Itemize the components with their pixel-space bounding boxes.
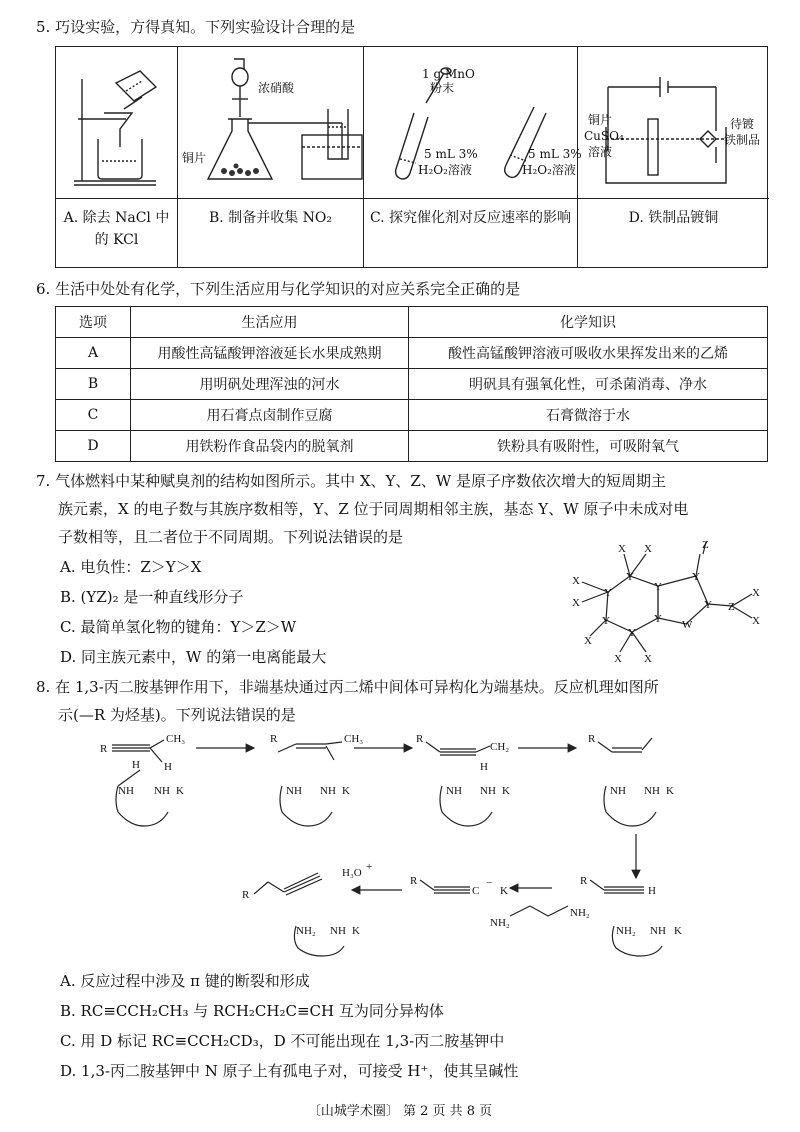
b-copper-label: 铜片 (182, 151, 207, 165)
header-life-application: 生活应用 (131, 307, 409, 338)
table-cell: 用酸性高锰酸钾溶液延长水果成熟期 (131, 338, 409, 369)
atom-w: W (682, 619, 693, 631)
table-cell: C (56, 400, 131, 431)
atom-x: X (584, 635, 592, 647)
table-cell: 明矾具有强氧化性，可杀菌消毒、净水 (409, 369, 768, 400)
table-cell: 用明矾处理浑浊的河水 (131, 369, 409, 400)
mech-nh: NH (330, 925, 346, 937)
b-acid-label: 浓硝酸 (258, 81, 295, 95)
atom-x: X (572, 597, 580, 609)
atom-y: Y (654, 613, 662, 625)
mech-k: K (500, 885, 508, 897)
q8-mechanism-diagram (90, 730, 710, 962)
header-chemistry-knowledge: 化学知识 (409, 307, 768, 338)
d-cuso4-label: CuSO₄ (584, 129, 624, 143)
mech-nh2: NH₂ (490, 917, 510, 929)
table-cell: 石膏微溶于水 (409, 400, 768, 431)
atom-x: X (618, 543, 626, 555)
q7-option-b: B. (YZ)₂ 是一种直线形分子 (60, 588, 244, 606)
mech-h3o: H₃O (342, 867, 362, 879)
mech-h: H (164, 761, 172, 773)
q6-stem: 6. 生活中处处有化学，下列生活应用与化学知识的对应关系完全正确的是 (36, 280, 521, 298)
mech-nh: NH (320, 785, 336, 797)
mech-nh2: NH₂ (570, 907, 590, 919)
atom-x: X (614, 653, 622, 665)
atom-y: Y (626, 571, 634, 583)
q5-cell-c (364, 47, 582, 267)
atom-z: Z (702, 540, 709, 551)
q5-option-c: C. 探究催化剂对反应速率的影响 (369, 210, 572, 226)
q8-stem-line-1: 8. 在 1,3-丙二胺基钾作用下，非端基炔通过丙二烯中间体可异构化为端基炔。反应机理如图所 (36, 678, 659, 696)
mech-c: C (472, 885, 480, 897)
mech-nh: NH (650, 925, 666, 937)
mech-k: K (502, 785, 510, 797)
q5-figure-d (578, 47, 769, 199)
q6-table (55, 306, 768, 462)
atom-x: X (644, 653, 652, 665)
mech-ch3: CH₃ (166, 733, 186, 745)
mech-nh: NH (480, 785, 496, 797)
mech-minus: − (486, 877, 493, 889)
q5-stem: 5. 巧设实验，方得真知。下列实验设计合理的是 (36, 18, 356, 36)
c-tube1-solution-label: H₂O₂溶液 (418, 163, 472, 177)
table-cell: B (56, 369, 131, 400)
mech-nh: NH (644, 785, 660, 797)
mech-k: K (674, 925, 682, 937)
q5-experiment-table (55, 46, 768, 268)
mech-nh2: NH₂ (296, 925, 316, 937)
mech-k: K (666, 785, 674, 797)
mech-r: R (242, 889, 250, 901)
q7-structure-diagram (560, 540, 770, 670)
mech-r: R (580, 875, 588, 887)
atom-y: Y (704, 599, 712, 611)
mech-nh2: NH₂ (616, 925, 636, 937)
atom-x: X (752, 615, 760, 627)
table-header-row (56, 307, 768, 338)
mech-r: R (588, 733, 596, 745)
q8-option-c: C. 用 D 标记 RC≡CCH₂CD₃，D 不可能出现在 1,3-丙二胺基钾中 (60, 1032, 505, 1050)
mech-k: K (352, 925, 360, 937)
q5-option-a: A. 除去 NaCl 中的 KCl (63, 210, 170, 248)
c-powder-label: 粉末 (430, 81, 455, 95)
table-row (56, 400, 768, 431)
table-cell: 用石膏点卤制作豆腐 (131, 400, 409, 431)
mech-h: H (648, 885, 656, 897)
q5-figure-a (56, 47, 177, 199)
page-footer: 〔山城学术圈〕 第 2 页 共 8 页 (307, 1104, 493, 1119)
d-iron-product-label: 铁制品 (724, 133, 761, 147)
q8-stem-line-2: 示(—R 为烃基)。下列说法错误的是 (58, 706, 296, 724)
q5-figure-b (178, 47, 363, 199)
atom-y: Y (628, 627, 636, 639)
q7-option-c: C. 最简单氢化物的键角：Y＞Z＞W (60, 618, 297, 636)
gas-generation-apparatus-illustration (178, 47, 364, 199)
d-copper-label: 铜片 (588, 113, 613, 127)
mech-ch2: CH₂ (490, 741, 510, 753)
atom-x: X (572, 575, 580, 587)
q5-cell-b (178, 47, 364, 267)
q8-option-a: A. 反应过程中涉及 π 键的断裂和形成 (60, 972, 310, 990)
mech-r: R (410, 875, 418, 887)
atom-y: Y (602, 615, 610, 627)
table-row (56, 338, 768, 369)
mech-r: R (100, 743, 108, 755)
c-tube2-solution-label: H₂O₂溶液 (522, 163, 576, 177)
mech-h: H (480, 761, 488, 773)
q7-option-d: D. 同主族元素中，W 的第一电离能最大 (60, 648, 327, 666)
q5-option-b: B. 制备并收集 NO₂ (209, 210, 332, 226)
q7-stem-line-1: 7. 气体燃料中某种赋臭剂的结构如图所示。其中 X、Y、Z、W 是原子序数依次增大的短周期主 (36, 472, 667, 490)
mech-ch3: CH₃ (344, 733, 364, 745)
q5-figure-c (364, 47, 582, 199)
mech-plus: + (366, 861, 373, 873)
c-mno2-label: 1 g MnO (422, 67, 475, 81)
q5-cell-a (56, 47, 178, 267)
mech-nh: NH (154, 785, 170, 797)
mech-r: R (270, 733, 278, 745)
mech-k: K (176, 785, 184, 797)
c-tube2-volume-label: 5 mL 3% (528, 147, 582, 161)
table-cell: A (56, 338, 131, 369)
table-row (56, 431, 768, 462)
q7-stem-line-2: 族元素，X 的电子数与其族序数相等，Y、Z 位于同周期相邻主族，基态 Y、W 原子中未成对电 (58, 500, 689, 518)
c-tube1-volume-label: 5 mL 3% (424, 147, 478, 161)
atom-y: Y (604, 587, 612, 599)
q5-option-d: D. 铁制品镀铜 (628, 210, 719, 226)
table-cell: 用铁粉作食品袋内的脱氧剂 (131, 431, 409, 462)
filtration-apparatus-illustration (56, 47, 178, 199)
atom-x: X (644, 543, 652, 555)
q5-cell-d (578, 47, 769, 267)
table-cell: 铁粉具有吸附性，可吸附氧气 (409, 431, 768, 462)
q8-option-b: B. RC≡CCH₂CH₃ 与 RCH₂CH₂C≡CH 互为同分异构体 (60, 1002, 444, 1020)
mech-r: R (416, 733, 424, 745)
mech-nh: NH (118, 785, 134, 797)
q7-option-a: A. 电负性：Z＞Y＞X (60, 558, 202, 576)
atom-z: Z (728, 601, 735, 613)
mech-h: H (132, 759, 140, 771)
q8-option-d: D. 1,3-丙二胺基钾中 N 原子上有孤电子对，可接受 H⁺，使其呈碱性 (60, 1062, 519, 1080)
mech-nh: NH (286, 785, 302, 797)
table-cell: 酸性高锰酸钾溶液可吸收水果挥发出来的乙烯 (409, 338, 768, 369)
d-solution-label: 溶液 (588, 145, 613, 159)
table-row (56, 369, 768, 400)
table-cell: D (56, 431, 131, 462)
q7-stem-line-3: 子数相等，且二者位于不同周期。下列说法错误的是 (58, 528, 404, 546)
atom-x: X (752, 587, 760, 599)
atom-y: Y (692, 571, 700, 583)
d-to-be-plated-label: 待镀 (730, 117, 755, 131)
atom-y: Y (654, 581, 662, 593)
mech-nh: NH (610, 785, 626, 797)
mech-nh: NH (446, 785, 462, 797)
mech-k: K (342, 785, 350, 797)
header-option: 选项 (56, 307, 131, 338)
